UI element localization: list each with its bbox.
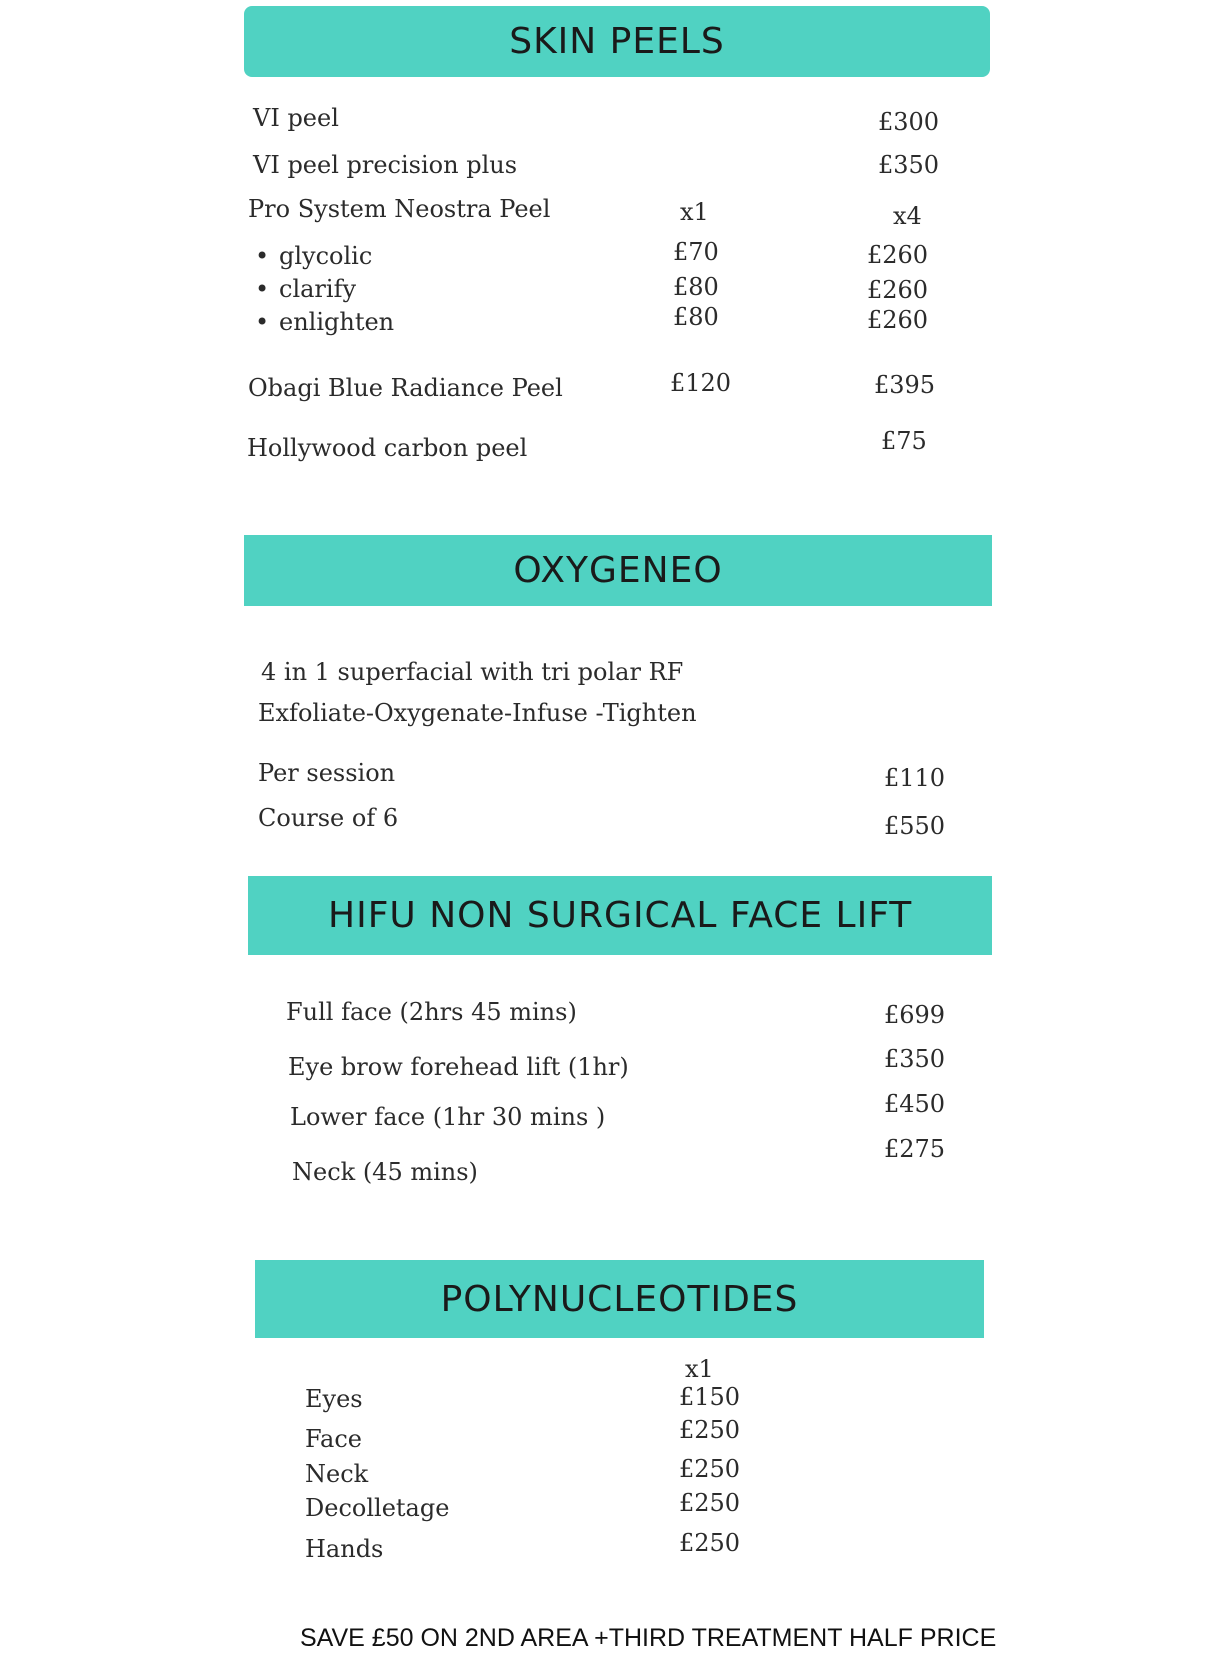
poly-neck-price: £250 [679, 1455, 741, 1483]
poly-decolletage-price: £250 [679, 1489, 741, 1517]
enlighten-x1-price: £80 [673, 303, 719, 331]
oxygeneo-steps: Exfoliate-Oxygenate-Infuse -Tighten [258, 699, 697, 727]
obagi-peel-name: Obagi Blue Radiance Peel [248, 374, 563, 402]
neostra-col-x4: x4 [893, 202, 922, 230]
poly-face-price: £250 [679, 1416, 741, 1444]
hifu-neck-price: £275 [884, 1135, 946, 1163]
poly-decolletage-name: Decolletage [305, 1494, 450, 1522]
oxygeneo-header [244, 535, 992, 606]
enlighten-option: • enlighten [279, 310, 394, 334]
hifu-neck-name: Neck (45 mins) [292, 1158, 478, 1186]
hifu-eye-brow-name: Eye brow forehead lift (1hr) [288, 1053, 629, 1081]
footer-offer: SAVE £50 ON 2ND AREA +THIRD TREATMENT HALF PRICE [300, 1624, 997, 1652]
vi-peel-name: VI peel [253, 104, 339, 132]
per-session-price: £110 [884, 764, 946, 792]
hollywood-peel-name: Hollywood carbon peel [247, 434, 528, 462]
hifu-full-face-price: £699 [884, 1001, 946, 1029]
clarify-option: • clarify [279, 277, 356, 301]
polynucleotides-header [255, 1260, 984, 1338]
course-price: £550 [884, 812, 946, 840]
poly-hands-name: Hands [305, 1535, 384, 1563]
clarify-x1-price: £80 [673, 273, 719, 301]
neostra-peel-name: Pro System Neostra Peel [248, 195, 551, 223]
glycolic-x1-price: £70 [673, 238, 719, 266]
hollywood-peel-price: £75 [881, 427, 927, 455]
glycolic-option: • glycolic [279, 244, 372, 268]
oxygeneo-description: 4 in 1 superfacial with tri polar RF [261, 658, 684, 686]
skin-peels-title: SKIN PEELS [509, 21, 725, 62]
polynucleotides-title: POLYNUCLEOTIDES [440, 1278, 799, 1320]
hifu-full-face-name: Full face (2hrs 45 mins) [286, 998, 577, 1026]
clarify-x4-price: £260 [867, 276, 929, 304]
hifu-lower-face-price: £450 [884, 1090, 946, 1118]
poly-eyes-name: Eyes [305, 1385, 363, 1413]
hifu-title: HIFU NON SURGICAL FACE LIFT [328, 895, 913, 936]
neostra-col-x1: x1 [680, 198, 709, 226]
poly-eyes-price: £150 [679, 1383, 741, 1411]
hifu-header [248, 876, 992, 955]
poly-neck-name: Neck [305, 1460, 369, 1488]
glycolic-x4-price: £260 [867, 241, 929, 269]
skin-peels-header [244, 6, 990, 77]
course-name: Course of 6 [258, 804, 399, 832]
per-session-name: Per session [258, 759, 396, 787]
poly-face-name: Face [305, 1425, 362, 1453]
enlighten-x4-price: £260 [867, 306, 929, 334]
polynucleotides-col-x1: x1 [685, 1355, 714, 1383]
vi-peel-price: £300 [878, 108, 940, 136]
vi-peel-plus-price: £350 [878, 151, 940, 179]
oxygeneo-title: OXYGENEO [513, 550, 723, 591]
obagi-x4-price: £395 [874, 371, 936, 399]
vi-peel-plus-name: VI peel precision plus [253, 151, 518, 179]
poly-hands-price: £250 [679, 1529, 741, 1557]
obagi-x1-price: £120 [670, 369, 732, 397]
hifu-eye-brow-price: £350 [884, 1045, 946, 1073]
hifu-lower-face-name: Lower face (1hr 30 mins ) [290, 1103, 606, 1131]
